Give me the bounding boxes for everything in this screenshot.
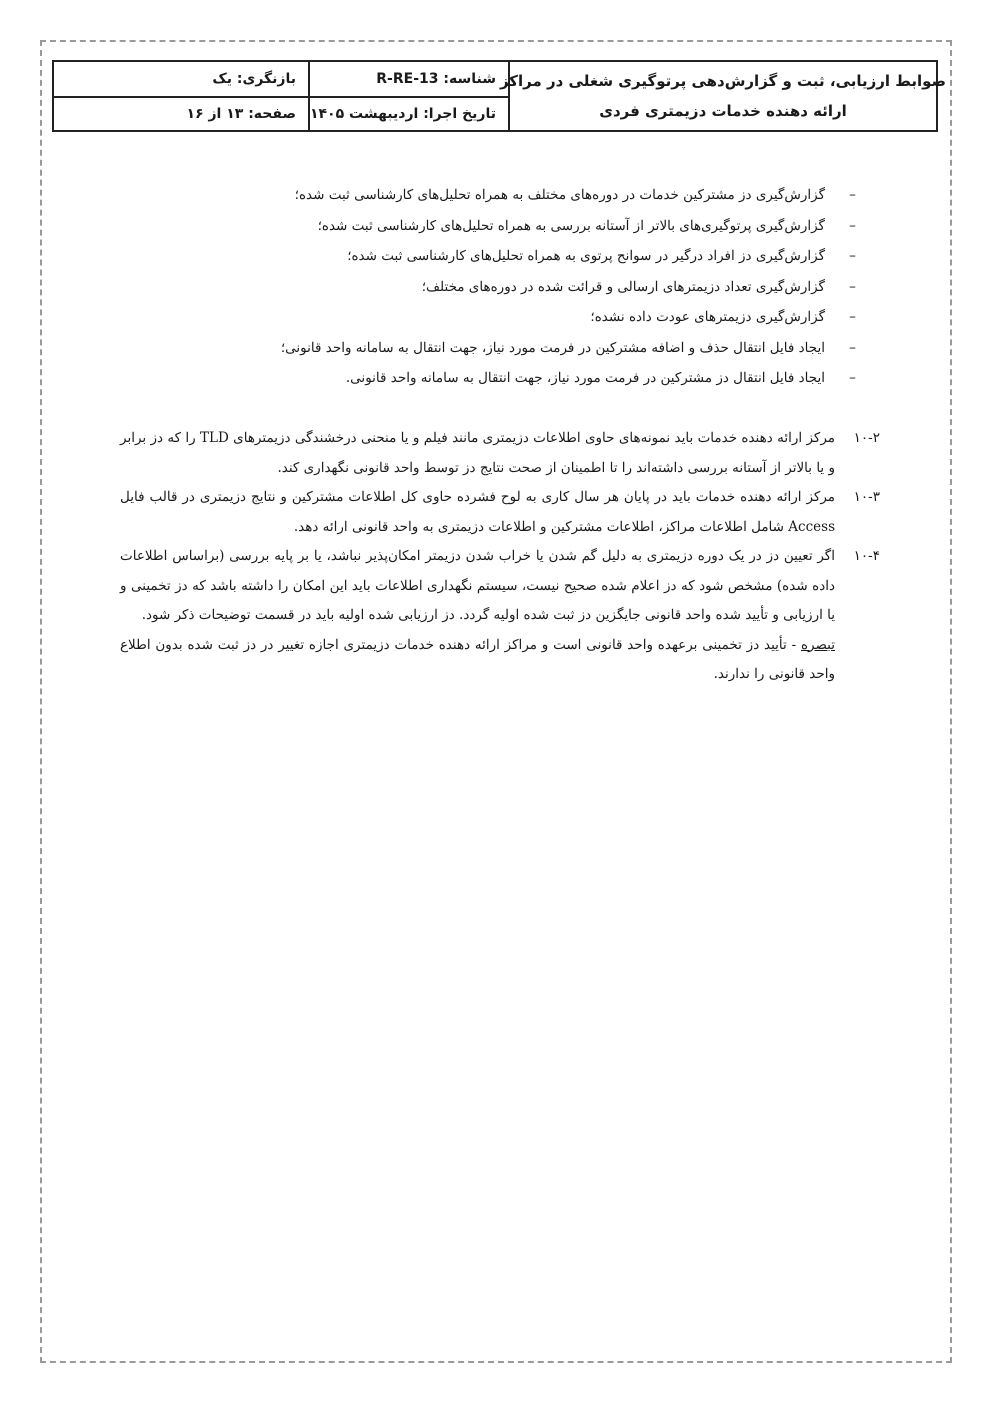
list-item-text: گزارش‌گیری دزیمترهای عودت داده نشده؛ — [590, 309, 825, 326]
page-number: صفحه: ۱۳ از ۱۶ — [186, 106, 296, 122]
revision: بازنگری: یک — [54, 62, 308, 98]
dash-marker: – — [849, 339, 856, 356]
paragraph-10-4 — [120, 542, 880, 631]
note-label: تبصره — [800, 636, 835, 653]
list-item — [120, 211, 880, 242]
paragraph-number: ۱۰-۳ — [853, 489, 880, 505]
paragraph-text: اگر تعیین دز در یک دوره دزیمتری به دلیل گم شدن یا خراب شدن دزیمتر امکان‌پذیر نباشد، یا بر پایه بررسی (براساس اطلاعات داده شده) مشخص شود که دز اعلام شده صحیح نیست، سیستم نگهداری اطلاعات باید این امکان را داشته باشد که دز تخمینی و یا ارزیابی و تأیید شده واحد قانونی جایگزین دز ثبت شده اولیه گردد. دز ارزیابی شده اولیه باید در قسمت توضیحات ذکر شود. — [120, 548, 835, 623]
dash-marker: – — [849, 248, 856, 265]
dash-marker: – — [849, 217, 856, 234]
list-item — [120, 333, 880, 364]
list-item-text: گزارش‌گیری تعداد دزیمترهای ارسالی و قرائت شده در دوره‌های مختلف؛ — [421, 278, 825, 295]
note-paragraph — [120, 631, 880, 690]
list-item — [120, 363, 880, 394]
bullet-list — [120, 180, 880, 394]
list-item-text: ایجاد فایل انتقال دز مشترکین در فرمت مورد نیاز، جهت انتقال به سامانه واحد قانونی. — [345, 370, 825, 387]
title-line-2: ارائه دهنده خدمات دزیمتری فردی — [599, 102, 847, 120]
note-text-block — [120, 631, 835, 690]
effective-date: تاریخ اجرا: اردیبهشت ۱۴۰۵ — [308, 98, 508, 130]
list-item-text: ایجاد فایل انتقال حذف و اضافه مشترکین در فرمت مورد نیاز، جهت انتقال به سامانه واحد قانونی؛ — [280, 339, 825, 356]
list-item-text: گزارش‌گیری دز مشترکین خدمات در دوره‌های مختلف به همراه تحلیل‌های کارشناسی ثبت شده؛ — [294, 187, 825, 204]
paragraph-number: ۱۰-۲ — [853, 430, 880, 446]
paragraph-10-3 — [120, 483, 880, 542]
dash-marker: – — [849, 278, 856, 295]
list-item-text: گزارش‌گیری پرتوگیری‌های بالاتر از آستانه بررسی به همراه تحلیل‌های کارشناسی ثبت شده؛ — [317, 217, 825, 234]
document-header — [52, 60, 947, 132]
list-item — [120, 180, 880, 211]
paragraph-10-2 — [120, 424, 880, 483]
list-item — [120, 272, 880, 303]
doc-id: شناسه: R-RE-13 — [308, 62, 508, 98]
paragraph-text: مرکز ارائه دهنده خدمات باید نمونه‌های حاوی اطلاعات دزیمتری مانند فیلم و یا منحنی درخشندگی دزیمترهای TLD را که دز برابر و یا بالاتر از آستانه بررسی داشته‌اند را تا اطمینان از صحت نتایج دز توسط واحد قانونی نگهداری کند. — [120, 430, 836, 476]
dash-marker: – — [849, 370, 856, 387]
title-line-1: ضوابط ارزیابی، ثبت و گزارش‌دهی پرتوگیری شغلی در مراکز — [499, 72, 947, 90]
numbered-paragraphs — [120, 424, 880, 690]
list-item — [120, 302, 880, 333]
note-text: - تأیید دز تخمینی برعهده واحد قانونی است و مراکز ارائه دهنده خدمات دزیمتری اجازه تغییر در دز ثبت شده بدون اطلاع واحد قانونی را ندارند. — [120, 636, 835, 682]
paragraph-text: مرکز ارائه دهنده خدمات باید در پایان هر سال کاری به لوح فشرده حاوی کل اطلاعات مشترکین و نتایج دزیمتری در قالب فایل Access شامل اطلاعات مراکز، اطلاعات مشترکین و اطلاعات دزیمتری به واحد قانونی ارائه دهد. — [120, 489, 835, 535]
dash-marker: – — [849, 187, 856, 204]
list-item-text: گزارش‌گیری دز افراد درگیر در سوانح پرتوی به همراه تحلیل‌های کارشناسی ثبت شده؛ — [347, 248, 825, 265]
paragraph-number: ۱۰-۴ — [853, 548, 880, 564]
dash-marker: – — [849, 309, 856, 326]
list-item — [120, 241, 880, 272]
document-title — [499, 62, 947, 130]
